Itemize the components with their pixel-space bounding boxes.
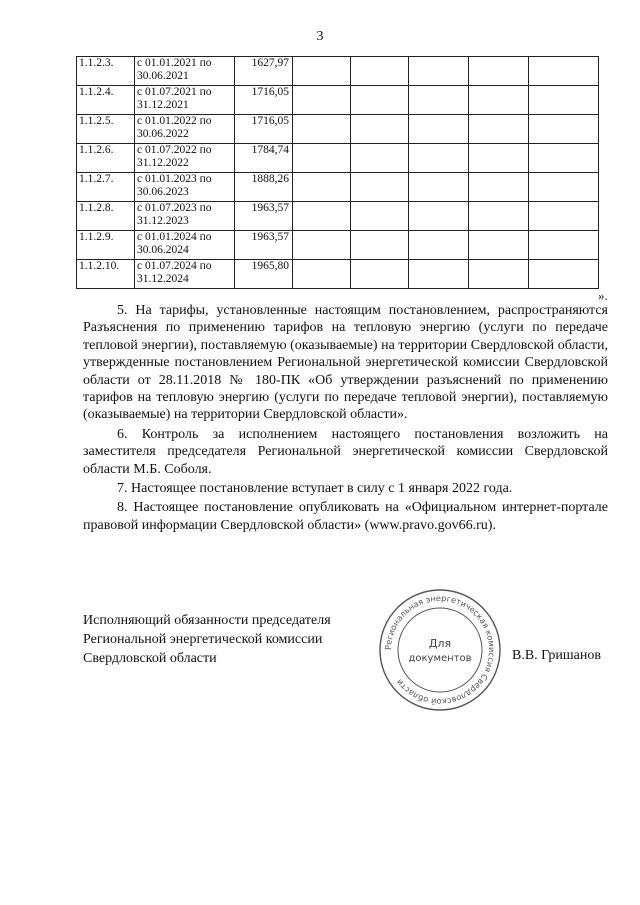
tariff-period-end: 31.12.2021 <box>137 99 189 111</box>
tariff-period-end: 30.06.2024 <box>137 244 189 256</box>
empty-cell <box>351 260 409 289</box>
resolution-body <box>83 302 608 536</box>
paragraph-7: 7. Настоящее постановление вступает в силу с 1 января 2022 года. <box>117 481 513 497</box>
tariff-value: 1627,97 <box>235 57 293 86</box>
signatory-name: В.В. Гришанов <box>512 648 601 663</box>
table-row <box>77 231 599 260</box>
tariff-value: 1716,05 <box>235 86 293 115</box>
empty-cell <box>529 57 599 86</box>
stamp-center-line2: документов <box>408 653 472 664</box>
tariff-code: 1.1.2.4. <box>77 86 135 115</box>
empty-cell <box>409 173 469 202</box>
empty-cell <box>293 115 351 144</box>
empty-cell <box>409 231 469 260</box>
empty-cell <box>293 173 351 202</box>
empty-cell <box>409 86 469 115</box>
empty-cell <box>409 260 469 289</box>
tariff-period <box>135 115 235 144</box>
tariff-code: 1.1.2.6. <box>77 144 135 173</box>
tariff-period <box>135 86 235 115</box>
empty-cell <box>293 260 351 289</box>
empty-cell <box>469 260 529 289</box>
empty-cell <box>409 144 469 173</box>
empty-cell <box>293 202 351 231</box>
empty-cell <box>351 202 409 231</box>
empty-cell <box>469 144 529 173</box>
empty-cell <box>469 86 529 115</box>
empty-cell <box>293 231 351 260</box>
tariff-period-end: 31.12.2023 <box>137 215 189 227</box>
table-row <box>77 57 599 86</box>
empty-cell <box>293 86 351 115</box>
stamp-ring-text: Региональная энергетическая комиссия Свердловской области <box>382 592 498 708</box>
empty-cell <box>469 202 529 231</box>
tariff-code: 1.1.2.9. <box>77 231 135 260</box>
tariff-code: 1.1.2.3. <box>77 57 135 86</box>
empty-cell <box>351 231 409 260</box>
empty-cell <box>351 86 409 115</box>
empty-cell <box>351 144 409 173</box>
empty-cell <box>529 144 599 173</box>
paragraph-6: 6. Контроль за исполнением настоящего постановления возложить на заместителя председателя Региональной энергетической комиссии Свердловской области М.Б. Соболя. <box>83 426 608 477</box>
tariff-table <box>76 56 599 289</box>
tariff-period-start: с 01.01.2023 по <box>137 173 212 185</box>
tariff-period-start: с 01.01.2021 по <box>137 57 212 69</box>
tariff-code: 1.1.2.5. <box>77 115 135 144</box>
tariff-period <box>135 202 235 231</box>
tariff-value: 1716,05 <box>235 115 293 144</box>
stamp-inner-ring <box>398 608 482 692</box>
empty-cell <box>469 57 529 86</box>
table-row <box>77 260 599 289</box>
empty-cell <box>409 202 469 231</box>
paragraph-5: 5. На тарифы, установленные настоящим постановлением, распространяются Разъяснения по применению тарифов на тепловую энергию (услуги по передаче тепловой энергии), поставляемую (оказываемые) на территории Свердловской области, утвержденные постановлением Региональной энергетической комиссии Свердловской области от 28.11.2018 № 180-ПК «Об утверждении разъяснений по применению тарифов на тепловую энергию (услуги по передаче тепловой энергии), поставляемую (оказываемые) на территории Свердловской области». <box>83 303 608 423</box>
table-row <box>77 202 599 231</box>
empty-cell <box>351 173 409 202</box>
tariff-code: 1.1.2.8. <box>77 202 135 231</box>
empty-cell <box>529 202 599 231</box>
tariff-period-end: 30.06.2023 <box>137 186 189 198</box>
tariff-period-start: с 01.07.2023 по <box>137 202 212 214</box>
empty-cell <box>529 173 599 202</box>
empty-cell <box>529 231 599 260</box>
empty-cell <box>529 86 599 115</box>
paragraph-8: 8. Настоящее постановление опубликовать на «Официальном интернет-портале правовой информации Свердловской области» (www.pravo.gov66.ru). <box>83 500 608 533</box>
table-row <box>77 173 599 202</box>
tariff-code: 1.1.2.7. <box>77 173 135 202</box>
empty-cell <box>351 115 409 144</box>
tariff-value: 1965,80 <box>235 260 293 289</box>
signatory-title-line2: Региональной энергетической комиссии <box>83 632 323 647</box>
signatory-title-line1: Исполняющий обязанности председателя <box>83 613 331 628</box>
empty-cell <box>409 57 469 86</box>
empty-cell <box>293 57 351 86</box>
tariff-period-end: 30.06.2022 <box>137 128 189 140</box>
tariff-period-end: 31.12.2022 <box>137 157 189 169</box>
tariff-value: 1784,74 <box>235 144 293 173</box>
tariff-value: 1963,57 <box>235 231 293 260</box>
table-row <box>77 86 599 115</box>
tariff-period-start: с 01.07.2021 по <box>137 86 212 98</box>
stamp-center-line1: Для <box>428 637 452 650</box>
signatory-title <box>83 611 383 668</box>
tariff-period <box>135 173 235 202</box>
tariff-period-start: с 01.07.2022 по <box>137 144 212 156</box>
empty-cell <box>469 173 529 202</box>
empty-cell <box>409 115 469 144</box>
tariff-period <box>135 231 235 260</box>
tariff-code: 1.1.2.10. <box>77 260 135 289</box>
empty-cell <box>293 144 351 173</box>
page-number: 3 <box>316 29 324 44</box>
table-row <box>77 144 599 173</box>
empty-cell <box>469 115 529 144</box>
empty-cell <box>351 57 409 86</box>
official-stamp <box>375 585 505 715</box>
tariff-period <box>135 260 235 289</box>
table-closing-quote: ». <box>598 288 608 303</box>
tariff-period-start: с 01.01.2024 по <box>137 231 212 243</box>
tariff-value: 1963,57 <box>235 202 293 231</box>
empty-cell <box>529 260 599 289</box>
tariff-value: 1888,26 <box>235 173 293 202</box>
empty-cell <box>469 231 529 260</box>
tariff-period <box>135 144 235 173</box>
signatory-title-line3: Свердловской области <box>83 651 217 666</box>
table-row <box>77 115 599 144</box>
tariff-period-end: 31.12.2024 <box>137 273 189 285</box>
tariff-period-start: с 01.07.2024 по <box>137 260 212 272</box>
tariff-period <box>135 57 235 86</box>
tariff-period-end: 30.06.2021 <box>137 70 189 82</box>
empty-cell <box>529 115 599 144</box>
tariff-period-start: с 01.01.2022 по <box>137 115 212 127</box>
